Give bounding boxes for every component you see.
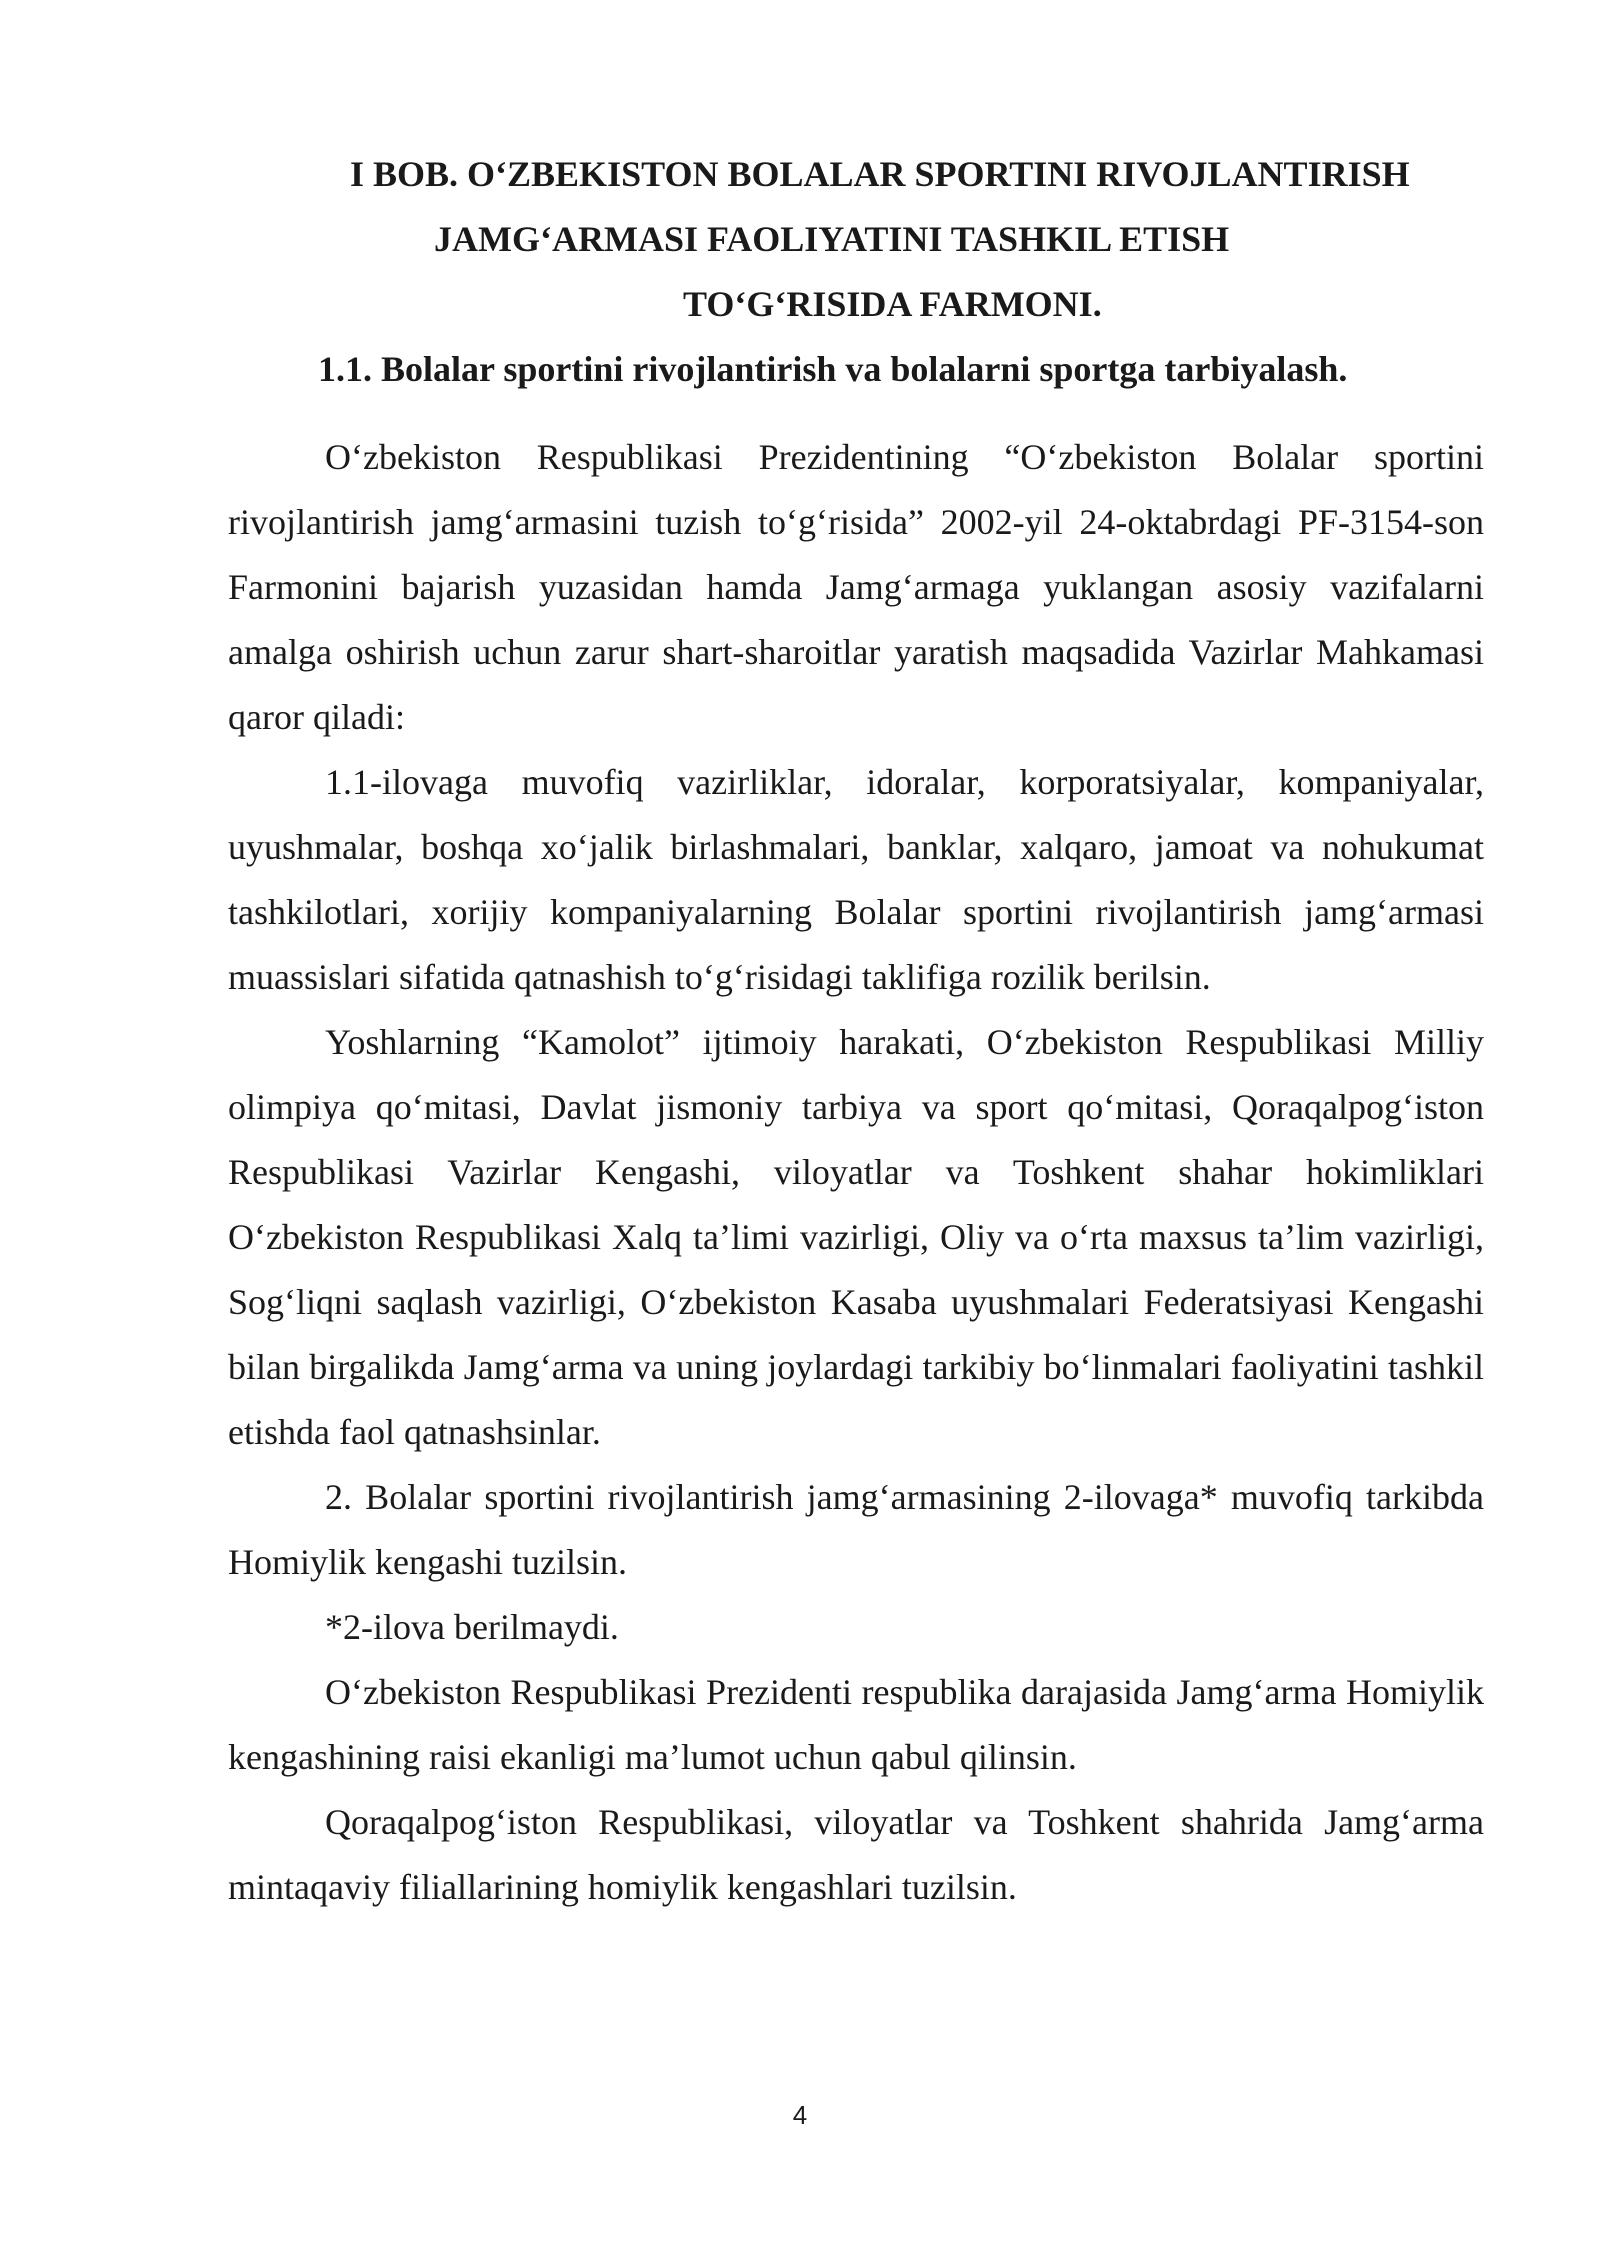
paragraph: 2. Bolalar sportini rivojlantirish jamg‘armasining 2-ilovaga* muvofiq tarkibda Homiylik kengashi tuzilsin. xyxy=(228,1477,1484,1582)
section-title: 1.1. Bolalar sportini rivojlantirish va bolalarni sportga tarbiyalash. xyxy=(318,349,1348,389)
paragraph: Qoraqalpog‘iston Respublikasi, viloyatlar va Toshkent shahrida Jamg‘arma mintaqaviy filiallarining homiylik kengashlari tuzilsin. xyxy=(228,1802,1484,1907)
body-text xyxy=(228,425,1484,1920)
paragraph: Yoshlarning “Kamolot” ijtimoiy harakati, O‘zbekiston Respublikasi Milliy olimpiya qo‘mitasi, Davlat jismoniy tarbiya va sport qo‘mitasi, Qoraqalpog‘iston Respublikasi Vazirlar Kengashi, viloyatlar va Toshkent shahar hokimliklari O‘zbekiston Respublikasi Xalq ta’limi vazirligi, Oliy va o‘rta maxsus ta’lim vazirligi, Sog‘liqni saqlash vazirligi, O‘zbekiston Kasaba uyushmalari Federatsiyasi Kengashi bilan birgalikda Jamg‘arma va uning joylardagi tarkibiy bo‘linmalari faoliyatini tashkil etishda faol qatnashsinlar. xyxy=(228,1022,1484,1452)
chapter-title-line-3: TO‘G‘RISIDA FARMONI. xyxy=(683,284,1102,324)
paragraph: O‘zbekiston Respublikasi Prezidenti respublika darajasida Jamg‘arma Homiylik kengashining raisi ekanligi ma’lumot uchun qabul qilinsin. xyxy=(228,1672,1484,1777)
paragraph: O‘zbekiston Respublikasi Prezidentining “O‘zbekiston Bolalar sportini rivojlantirish jamg‘armasini tuzish to‘g‘risida” 2002-yil 24-oktabrdagi PF-3154-son Farmonini bajarish yuzasidan hamda Jamg‘armaga yuklangan asosiy vazifalarni amalga oshirish uchun zarur shart-sharoitlar yaratish maqsadida Vazirlar Mahkamasi qaror qiladi: xyxy=(228,437,1484,737)
paragraph: 1.1-ilovaga muvofiq vazirliklar, idoralar, korporatsiyalar, kompaniyalar, uyushmalar, boshqa xo‘jalik birlashmalari, banklar, xalqaro, jamoat va nohukumat tashkilotlari, xorijiy kompaniyalarning Bolalar sportini rivojlantirish jamg‘armasi muassislari sifatida qatnashish to‘g‘risidagi taklifiga rozilik berilsin. xyxy=(228,762,1484,997)
chapter-title-line-2: JAMG‘ARMASI FAOLIYATINI TASHKIL ETISH xyxy=(434,219,1230,259)
chapter-title-line-1: I BOB. O‘ZBEKISTON BOLALAR SPORTINI RIVOJLANTIRISH xyxy=(350,154,1410,194)
page-number: 4 xyxy=(792,2100,808,2130)
paragraph: *2-ilova berilmaydi. xyxy=(325,1607,619,1647)
